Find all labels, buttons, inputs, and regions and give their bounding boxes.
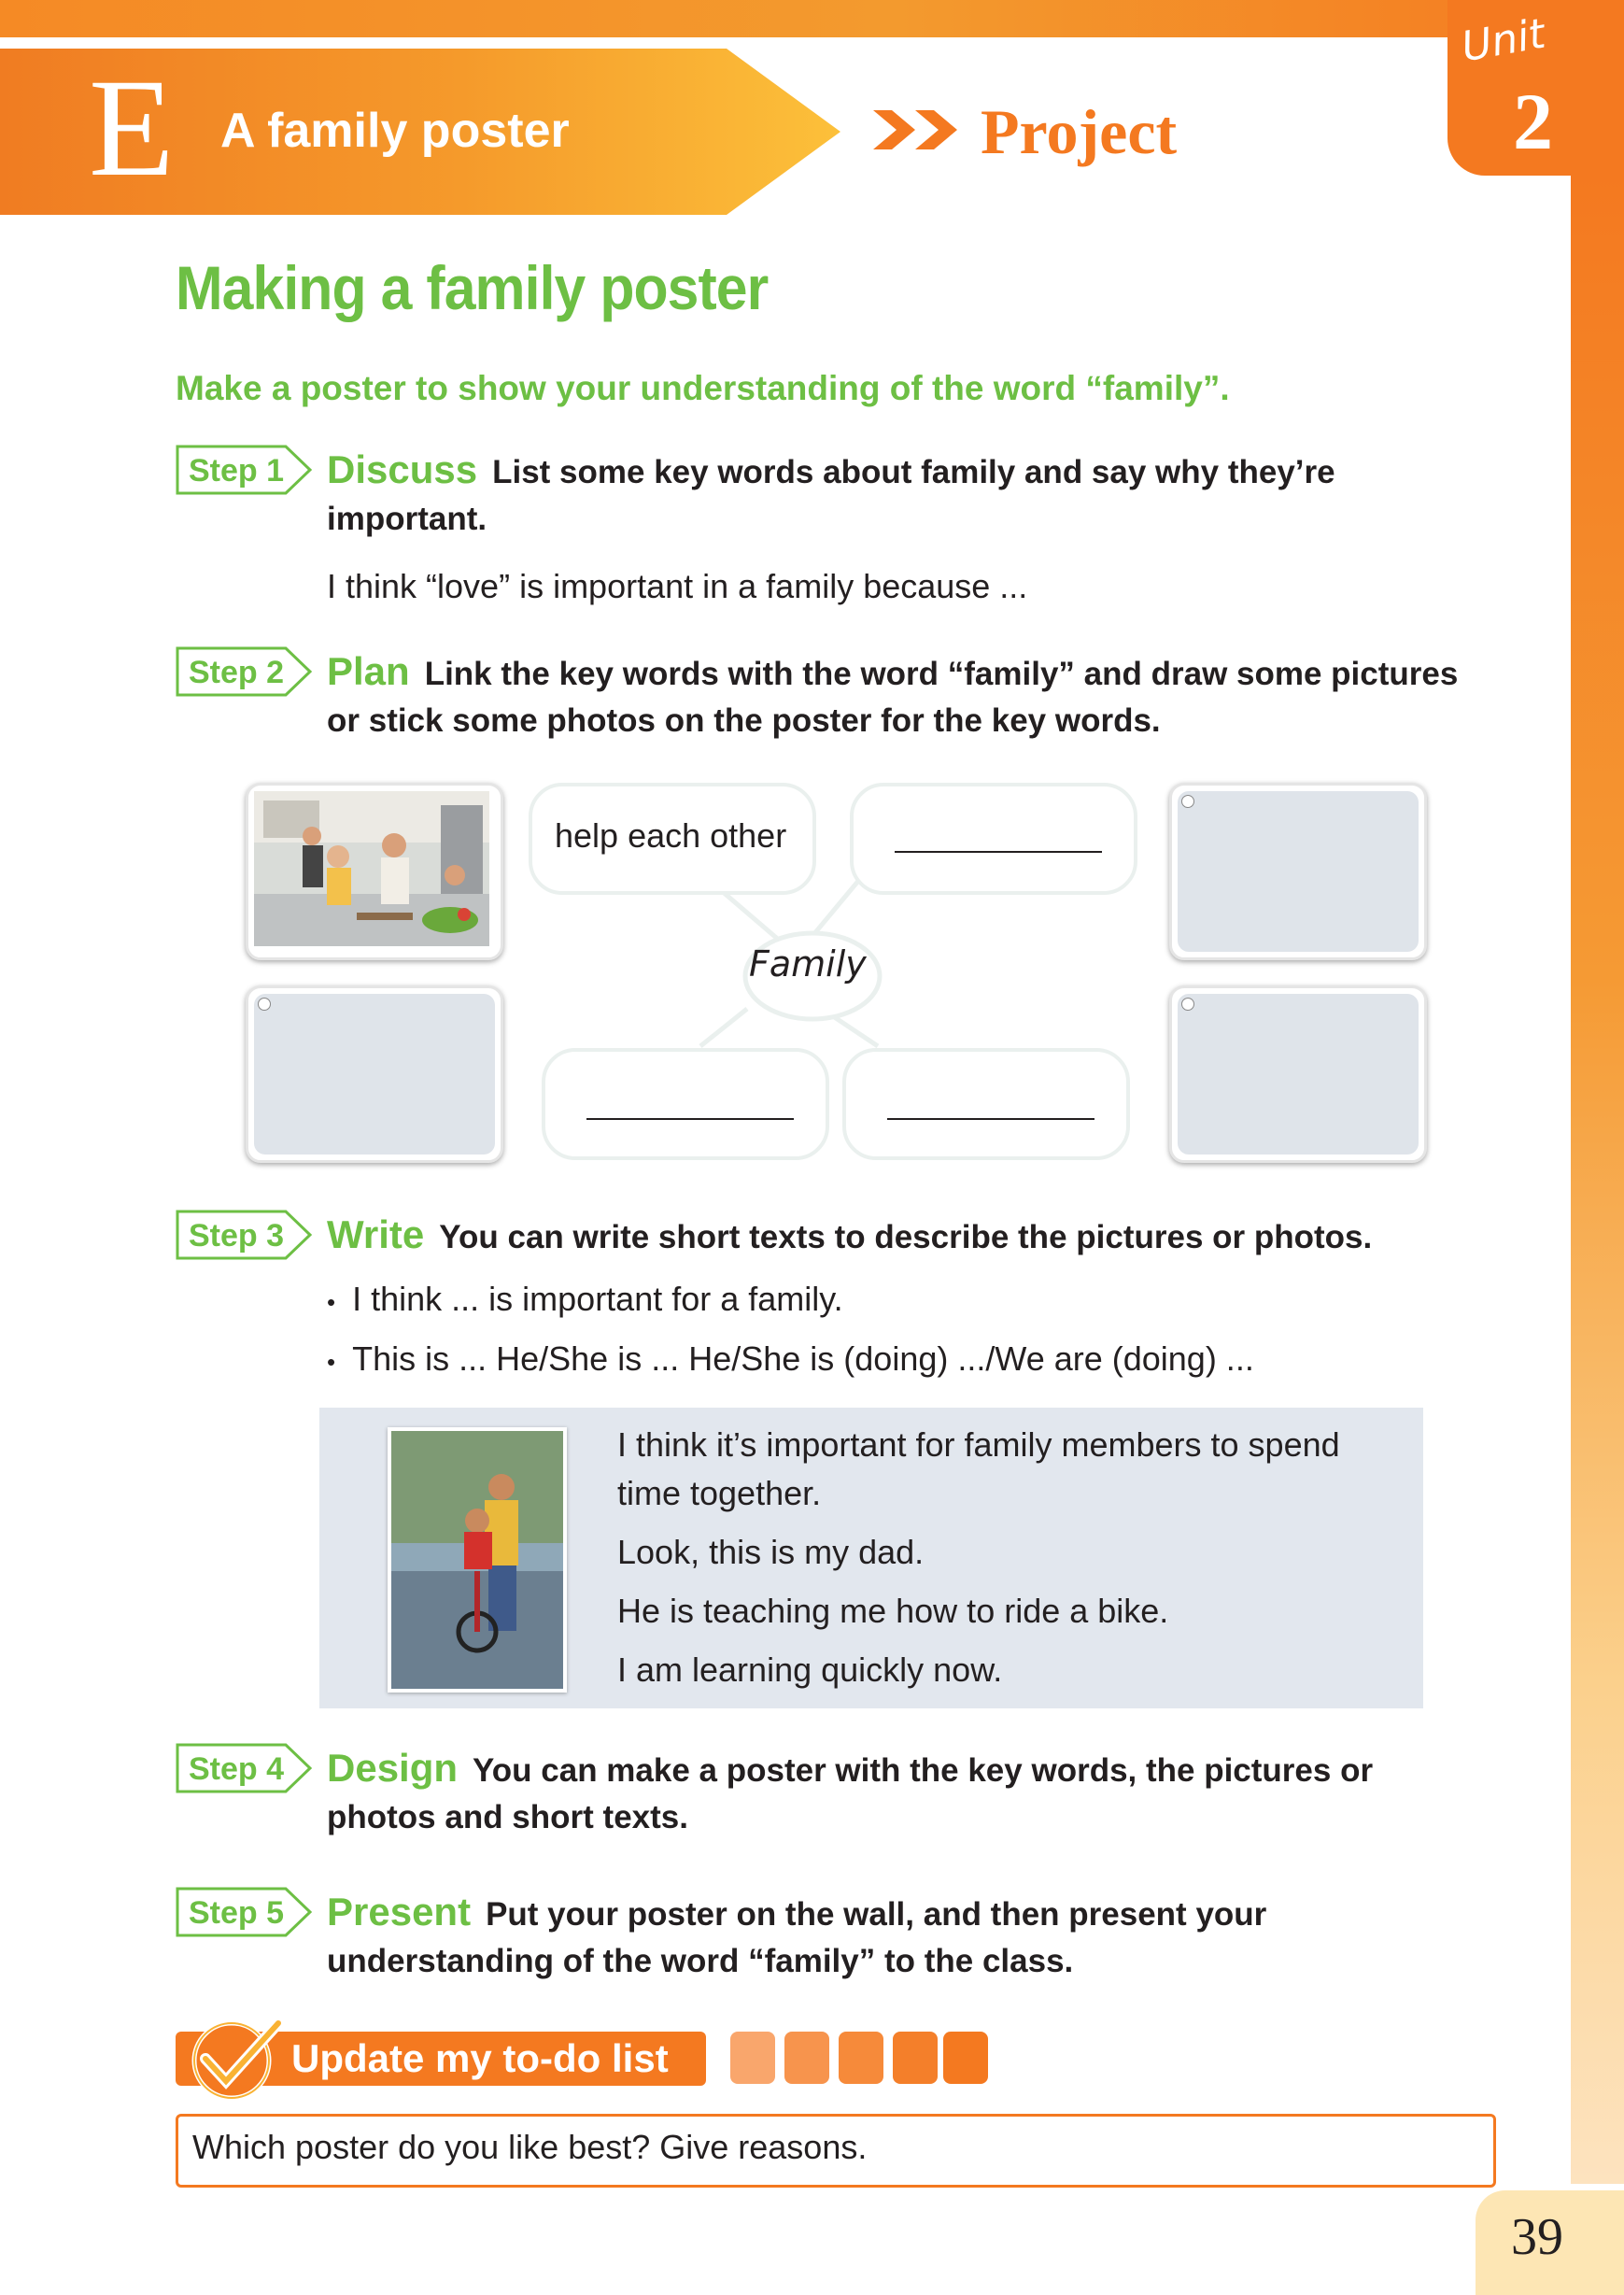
section-title: A family poster: [220, 104, 570, 158]
double-chevron-icon: [873, 106, 962, 153]
example-line-3: Look, this is my dad.: [617, 1533, 925, 1571]
bubble-top-right[interactable]: [850, 783, 1137, 895]
step-badge-3: [176, 1210, 314, 1260]
example-line-1: I think it’s important for family members to spend: [617, 1425, 1340, 1464]
step-2-line1: Link the key words with the word “family” and draw some pictures: [424, 656, 1459, 692]
step-1-name: Discuss: [327, 447, 478, 491]
top-strip-gap: [0, 37, 1447, 49]
photo-placeholder-bottom-left[interactable]: [246, 985, 503, 1163]
step-badge-2-label: Step 2: [189, 655, 285, 690]
progress-square-4: [893, 2032, 938, 2084]
photo-family-cooking: [246, 783, 503, 960]
progress-square-3: [839, 2032, 883, 2084]
example-line-4: He is teaching me how to ride a bike.: [617, 1592, 1169, 1630]
bubble-bottom-left[interactable]: [542, 1048, 829, 1160]
write-prompt-2-text: This is ... He/She is ... He/She is (doing) .../We are (doing) ...: [352, 1339, 1254, 1378]
mindmap-center: Family: [749, 943, 867, 985]
step-4-line2: photos and short texts.: [327, 1799, 688, 1835]
step-badge-4-label: Step 4: [189, 1751, 285, 1787]
pin-icon: [258, 998, 271, 1011]
example-line-5: I am learning quickly now.: [617, 1650, 1003, 1689]
instruction: Make a poster to show your understanding of the word “family”.: [176, 369, 1230, 407]
step-3-text: [327, 1211, 1522, 1261]
photo-dad-bike: [388, 1427, 567, 1693]
photo-placeholder-bottom-right[interactable]: [1169, 985, 1427, 1163]
pin-icon: [1181, 795, 1194, 808]
write-prompt-2: [327, 1336, 1254, 1385]
step-badge-5: [176, 1887, 314, 1937]
step-2-name: Plan: [327, 649, 410, 693]
step-5-name: Present: [327, 1890, 472, 1934]
step-4-text: [327, 1745, 1522, 1841]
step-2-text: [327, 648, 1522, 744]
section-letter: E: [89, 50, 175, 205]
step-1-text: [327, 446, 1522, 543]
pin-icon: [1181, 998, 1194, 1011]
step-badge-1-label: Step 1: [189, 453, 285, 489]
example-line-2: time together.: [617, 1474, 822, 1512]
family-cooking-illustration: [254, 791, 489, 946]
step-1-line2: important.: [327, 501, 487, 537]
blank-line-bottom-right: [887, 1118, 1094, 1120]
write-prompt-1: [327, 1276, 843, 1325]
step-1-line1: List some key words about family and say why they’re: [492, 454, 1335, 490]
step-5-text: [327, 1889, 1522, 1985]
photo-placeholder-area: [1178, 994, 1419, 1155]
step-1-example: I think “love” is important in a family because ...: [327, 567, 1028, 605]
step-5-line1: Put your poster on the wall, and then present your: [486, 1896, 1267, 1933]
step-5-line2: understanding of the word “family” to the class.: [327, 1943, 1074, 1979]
side-stripe: [1571, 176, 1624, 2184]
bubble-bottom-right[interactable]: [842, 1048, 1130, 1160]
blank-line-top-right: [895, 851, 1102, 853]
photo-placeholder-area: [1178, 791, 1419, 952]
todo-label: Update my to-do list: [291, 2036, 669, 2080]
step-badge-2: [176, 646, 314, 697]
question-text: Which poster do you like best? Give reasons.: [192, 2128, 868, 2166]
unit-number: 2: [1513, 77, 1553, 166]
checkmark-icon: [185, 2014, 284, 2104]
progress-square-1: [730, 2032, 775, 2084]
step-4-name: Design: [327, 1746, 459, 1790]
unit-word: Unit: [1458, 9, 1549, 72]
step-badge-3-label: Step 3: [189, 1218, 285, 1254]
bubble-top-left-text: help each other: [555, 816, 787, 855]
step-4-line1: You can make a poster with the key words, the pictures or: [473, 1752, 1374, 1789]
photo-placeholder-area: [254, 994, 495, 1155]
step-3-line1: You can write short texts to describe the pictures or photos.: [439, 1219, 1373, 1255]
step-badge-5-label: Step 5: [189, 1895, 285, 1931]
page-number: 39: [1511, 2208, 1563, 2266]
progress-square-5: [943, 2032, 988, 2084]
step-badge-1: [176, 445, 314, 495]
project-label: Project: [981, 96, 1178, 167]
step-badge-4: [176, 1743, 314, 1793]
write-prompt-1-text: I think ... is important for a family.: [352, 1280, 843, 1318]
photo-placeholder-top-right[interactable]: [1169, 783, 1427, 960]
bullet-icon: •: [327, 1348, 336, 1376]
step-3-name: Write: [327, 1212, 425, 1256]
blank-line-bottom-left: [586, 1118, 794, 1120]
page-title: Making a family poster: [176, 253, 769, 322]
progress-square-2: [784, 2032, 829, 2084]
step-2-line2: or stick some photos on the poster for the key words.: [327, 702, 1161, 739]
bullet-icon: •: [327, 1288, 336, 1316]
